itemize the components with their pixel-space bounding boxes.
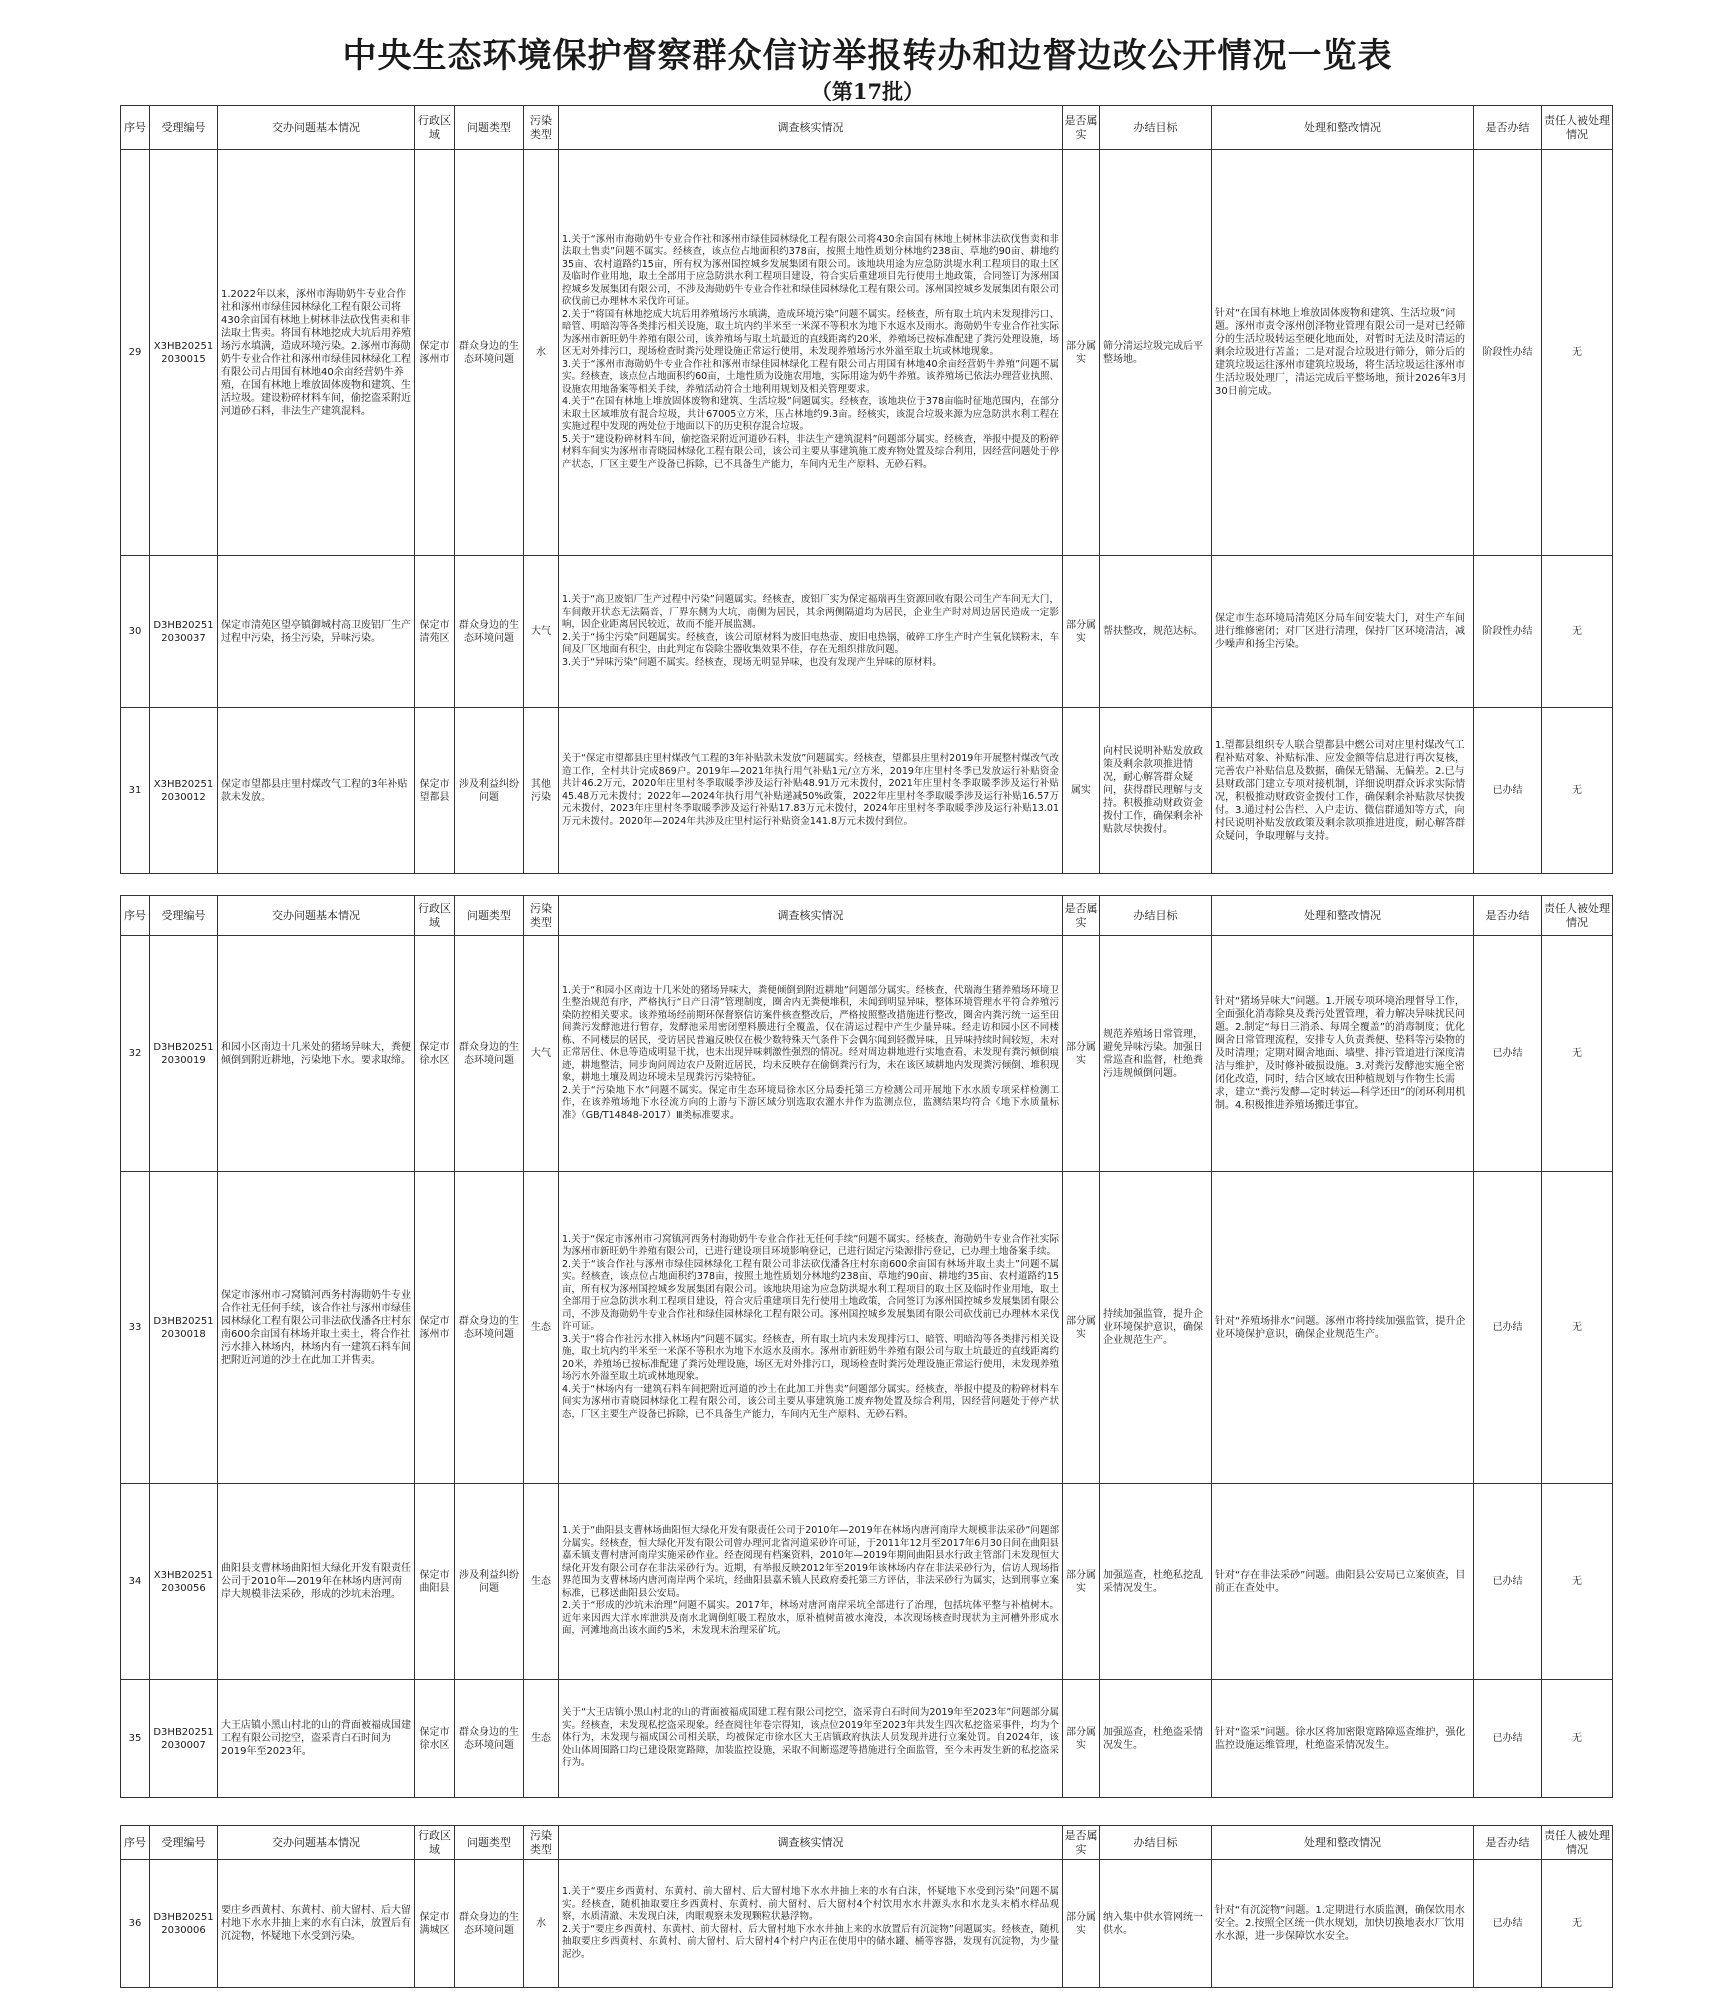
header-type: 问题类型 — [455, 106, 524, 150]
detail-paragraph: 2.关于“该合作社与涿州市绿佳园林绿化工程有限公司非法砍伐潘各庄村东南600余亩国有林场并取土卖土”问题不属实。经核查，该点位占地面积约378亩，按照土地性质划分林地约238亩、草地约90亩、耕地约35亩、农村道路约15亩，所有权为涿州国控城乡发展集团有限公司。该地块用途为应急防洪堤水利工程项目的取土区及临时作业用地，取土全部用于应急防洪水利工程项目建设，符合灾后重建项目先行使用土地政策，合同签订为涿州国控城乡发展集团有限公司，不涉及海勋奶牛专业合作社和绿佳园林绿化工程有限公司。涿州国控城乡发展集团有限公司砍伐前已办理林木采伐许可证。 — [562, 1258, 1059, 1333]
row-type: 群众身边的生态环境问题 — [455, 556, 524, 708]
detail-paragraph: 1.关于“高卫废铝厂生产过程中污染”问题属实。经核查，废铝厂实为保定福瑞再生资源回收有限公司生产车间无大门，车间敞开状态无法隔音，厂界东侧为大坑，南侧为居民，其余两侧隔道均为居民，企业生产时对周边居民造成一定影响，因企业距离居民较近，故而不能开展监测。 — [562, 594, 1059, 630]
row-verified: 部分属实 — [1063, 556, 1100, 708]
detail-paragraph: 2.关于“形成的沙坑未治理”问题不属实。2017年，林场对唐河南岸采坑全部进行了治理，包括坑体平整与补植树木。近年来因西大洋水库泄洪及南水北调倒虹吸工程放水，原补植树苗被水淹没，本次现场核查时现状为主河槽外形成水面，河滩地高出该水面约5米，未发现未治理采矿坑。 — [562, 1600, 1059, 1637]
row-pollution: 其他污染 — [524, 708, 559, 874]
row-region: 保定市涿州市 — [415, 150, 455, 556]
row-detail — [559, 1680, 1063, 1798]
row-closed: 已办结 — [1474, 708, 1542, 874]
row-code: X3HB20251 2030015 — [150, 150, 218, 556]
row-handling: 针对“有沉淀物”问题。1.定期进行水质监测，确保饮用水安全。2.按照全区统一供水规划，加快切换地表水厂饮用水水源，进一步保障饮水安全。 — [1212, 1860, 1474, 1988]
detail-paragraph: 关于“大王店镇小黑山村北的山的背面被福成国建工程有限公司挖空，盗采青白石时间为2019年至2023年”问题部分属实。经核查，未发现私挖盗采现象。经查阅往年卷宗得知，该点位2019年至2023年共发生四次私挖盗采事件，均为个体行为，未发现与福成国公司相关联，均被保定市徐水区大王店镇政府执法人员发现并进行立案处罚。自2024年，该处山体周围路口均已建设限宽路障，加装监控设施，采取不间断巡逻等措施进行全面监管，至今未再发生新的私挖盗采行为。 — [562, 1707, 1059, 1769]
row-type: 群众身边的生态环境问题 — [455, 1680, 524, 1798]
header-row — [121, 106, 1613, 150]
row-punish: 无 — [1542, 1484, 1613, 1680]
row-detail — [559, 1484, 1063, 1680]
detail-paragraph: 2.关于“扬尘污染”问题属实。经核查，该公司原材料为废旧电热壶、废旧电热锅，破碎工序生产时产生氧化镁粉末，车间及厂区地面有积尘，由此判定布袋除尘器收集效果不佳，存在无组织排放问题。 — [562, 631, 1059, 655]
detail-paragraph: 1.关于“涿州市海勋奶牛专业合作社和涿州市绿佳园林绿化工程有限公司将430余亩国有林地上树林非法砍伐售卖和非法取土售卖”问题不属实。经核查，该点位占地面积约378亩，按照土地性质划分林地约238亩、草地约90亩、耕地约35亩、农村道路约15亩，所有权为涿州国控城乡发展集团有限公司。该地块用途为应急防洪堤水利工程项目的取土区及临时作业用地，取土全部用于应急防洪水利工程项目建设，符合实后重建项目先行使用土地政策，合同签订为涿州国控城乡发展集团有限公司，不涉及海勋奶牛专业合作社和绿佳园林绿化工程有限公司。涿州国控城乡发展集团有限公司砍伐前已办理林木采伐许可证。 — [562, 233, 1059, 308]
row-punish: 无 — [1542, 936, 1613, 1172]
header-closed: 是否办结 — [1474, 896, 1542, 936]
row-code: D3HB20251 2030018 — [150, 1172, 218, 1484]
row-goal: 加强巡查，杜绝私挖乱采情况发生。 — [1100, 1484, 1212, 1680]
row-issue: 保定市涿州市刁窝镇河西务村海勋奶牛专业合作社无任何手续，该合作社与涿州市绿佳园林绿化工程有限公司非法砍伐潘各庄村东南600余亩国有林场并取土卖土，将合作社污水排入林场内，林场内有一建筑石料车间把附近河道的沙土在此加工并售卖。 — [218, 1172, 415, 1484]
row-pollution: 水 — [524, 1860, 559, 1988]
row-detail — [559, 150, 1063, 556]
row-goal: 纳入集中供水管网统一供水。 — [1100, 1860, 1212, 1988]
row-handling: 针对“存在非法采砂”问题。曲阳县公安局已立案侦查，目前正在查处中。 — [1212, 1484, 1474, 1680]
row-goal: 帮扶整改，规范达标。 — [1100, 556, 1212, 708]
row-no: 29 — [121, 150, 150, 556]
row-region: 保定市清苑区 — [415, 556, 455, 708]
header-verified: 是否属实 — [1063, 1826, 1100, 1860]
detail-paragraph: 关于“保定市望都县庄里村煤改气工程的3年补贴款未发放”问题属实。经核查，望都县庄里村2019年开展整村煤改气改造工作，全村共计完成869户。2019年—2021年执行用气补贴1元/立方米，2019年庄里村冬季已发放运行补贴资金共计46.2万元，2020年庄里村冬季取暖季涉及运行补贴48.91万元未拨付，2021年庄里村冬季取暖季涉及运行补贴45.48万元未拨付；2022年—2024年执行用气补贴递减50%政策，2022年庄里村冬季取暖季涉及运行补贴16.57万元未拨付，2023年庄里村冬季取暖季涉及运行补贴17.83万元未拨付，2024年庄里村冬季取暖季涉及运行补贴13.01万元未拨付。2020年—2024年共涉及庄里村运行补贴资金141.8万元未拨付到位。 — [562, 753, 1059, 827]
row-code: D3HB20251 2030019 — [150, 936, 218, 1172]
row-verified: 部分属实 — [1063, 936, 1100, 1172]
row-issue: 大王店镇小黑山村北的山的背面被福成国建工程有限公司挖空，盗采青白石时间为2019年至2023年。 — [218, 1680, 415, 1798]
row-verified: 部分属实 — [1063, 150, 1100, 556]
row-issue: 保定市清苑区望亭镇御城村高卫废铝厂生产过程中污染，扬尘污染，异味污染。 — [218, 556, 415, 708]
row-code: X3HB20251 2030056 — [150, 1484, 218, 1680]
header-punish: 责任人被处理情况 — [1542, 896, 1613, 936]
row-region: 保定市徐水区 — [415, 1680, 455, 1798]
table-row — [121, 556, 1613, 708]
row-no: 31 — [121, 708, 150, 874]
table-row — [121, 936, 1613, 1172]
header-punish: 责任人被处理情况 — [1542, 106, 1613, 150]
row-pollution: 生态 — [524, 1172, 559, 1484]
detail-paragraph: 2.关于“将国有林地挖成大坑后用养殖场污水填满，造成环境污染”问题不属实。经核查，所有取土坑内未发现排污口、暗管、明暗沟等各类排污相关设施，取土坑内约半米至一米深不等积水为地下水返水及雨水。海勋奶牛专业合作社实际为涿州市新旺奶牛养殖有限公司，该养殖场与取土坑最近的直线距离约20米，养殖场已按标准配建了粪污处理设施，场区无对外排污口，现场检查时粪污处理设施正常运行使用，未发现养殖场污水外溢至取土坑或林地现象。 — [562, 308, 1059, 358]
row-handling: 针对“盗采”问题。徐水区将加密限宽路障巡查维护，强化监控设施运维管理，杜绝盗采情况发生。 — [1212, 1680, 1474, 1798]
batch-label: （第17批） — [810, 79, 925, 104]
detail-paragraph: 1.关于“和园小区南边十几米处的猪场异味大，粪便倾倒到附近耕地”问题部分属实。经核查，代瑞海生猪养殖场环境卫生整治规范有序，严格执行“日产日清”管理制度，圈舍内无粪便堆积，未闻到明显异味，整体环境管理水平符合养殖污染防控相关要求。该养殖场经前期环保督察信访案件核查整改后，严格按照整改措施进行整改，圈舍内粪污统一运至田间粪污发酵池进行暂存，发酵池采用密闭塑料膜进行全覆盖，仅在清运过程中产生少量异味。经走访和园小区不同楼栋、不同楼层的居民，受访居民普遍反映仅在极少数特殊天气条件下会偶尔闻到轻微异味，且异味持续时间较短，未对正常居住、休息等造成明显干扰，也未出现异味刺激性强烈的情况。经对周边耕地进行实地查看，未发现有粪污倾倒痕迹，耕地整洁，同步询问周边农户及附近居民，均未反映存在偷倒粪污行为，未在该区域耕地内发现粪污倾倒、堆积现象，耕地土壤及周边环境未呈现粪污污染特征。 — [562, 984, 1059, 1084]
header-handling: 处理和整改情况 — [1212, 896, 1474, 936]
row-verified: 部分属实 — [1063, 1484, 1100, 1680]
header-verified: 是否属实 — [1063, 106, 1100, 150]
row-handling: 1.望都县组织专人联合望都县中燃公司对庄里村煤改气工程补贴对象、补贴标准、应发金额等信息进行再次复核，完善农户补贴信息及数据，确保无错漏、无偏差。2.已与县财政部门建立专项对接机制，详细说明群众诉求实际情况，积极推动财政资金拨付工作，确保剩余补贴款尽快拨付。3.通过村公告栏、入户走访、微信群通知等方式，向村民说明补贴发放政策及剩余款项推进进度，耐心解答群众疑问，争取理解与支持。 — [1212, 708, 1474, 874]
detail-paragraph: 4.关于“林场内有一建筑石料车间把附近河道的沙土在此加工并售卖”问题部分属实。经核查，举报中提及的粉碎材料车间实为涿州市青晓园林绿化工程有限公司，该公司主要从事建筑施工废弃物处置及综合利用，因经营问题处于停产状态，厂区主要生产设备已拆除，已不具备生产能力，车间内无生产原料、无砂石料。 — [562, 1383, 1059, 1420]
row-code: X3HB20251 2030012 — [150, 708, 218, 874]
header-no: 序号 — [121, 896, 150, 936]
header-punish: 责任人被处理情况 — [1542, 1826, 1613, 1860]
row-no: 32 — [121, 936, 150, 1172]
row-punish: 无 — [1542, 1172, 1613, 1484]
row-closed: 阶段性办结 — [1474, 556, 1542, 708]
row-no: 33 — [121, 1172, 150, 1484]
row-goal: 加强巡查，杜绝盗采情况发生。 — [1100, 1680, 1212, 1798]
header-closed: 是否办结 — [1474, 106, 1542, 150]
row-goal: 筛分清运垃圾完成后平整场地。 — [1100, 150, 1212, 556]
detail-paragraph: 3.关于“异味污染”问题不属实。经核查，现场无明显异味，也没有发现产生异味的原材料。 — [562, 656, 942, 668]
table-row — [121, 1484, 1613, 1680]
table-row — [121, 1680, 1613, 1798]
detail-paragraph: 3.关于“涿州市海勋奶牛专业合作社和涿州市绿佳园林绿化工程有限公司占用国有林地40余亩经营奶牛养殖”问题不属实。经核查，该点位占地面积约60亩，土地性质为设施农用地，实际用途为奶牛养殖。该养殖场已依法办理营业执照、设施农用地备案等相关手续，养殖活动符合土地利用规划及相关管理要求。 — [562, 358, 1059, 395]
header-detail: 调查核实情况 — [559, 106, 1063, 150]
row-issue: 和园小区南边十几米处的猪场异味大，粪便倾倒到附近耕地，污染地下水。要求取缔。 — [218, 936, 415, 1172]
header-detail: 调查核实情况 — [559, 896, 1063, 936]
row-closed: 已办结 — [1474, 936, 1542, 1172]
header-region: 行政区域 — [415, 106, 455, 150]
row-no: 36 — [121, 1860, 150, 1988]
row-pollution: 大气 — [524, 556, 559, 708]
header-handling: 处理和整改情况 — [1212, 1826, 1474, 1860]
detail-paragraph: 1.关于“曲阳县支曹林场曲阳恒大绿化开发有限责任公司于2010年—2019年在林场内唐河南岸大规模非法采砂”问题部分属实。经核查，恒大绿化开发有限公司曾办理河北省河道采砂许可证，于2011年12月至2017年6月30日间在曲阳县嘉禾镇支曹村唐河南岸实施采砂作业。经查阅现有档案资料，2010年—2019年期间曲阳县水行政主管部门未发现恒大绿化开发有限公司存在非法采砂行为。近期，有举报反映2012年至2019年该林场内存在非法采砂行为，信访人现场指界范围为支曹林场内唐河南岸两个采坑，经曲阳县嘉禾镇人民政府委托第三方评估，非法采砂行为属实，达到刑事立案标准，已移送曲阳县公安局。 — [562, 1525, 1059, 1599]
row-no: 30 — [121, 556, 150, 708]
row-detail — [559, 556, 1063, 708]
header-goal: 办结目标 — [1100, 896, 1212, 936]
detail-paragraph: 5.关于“建设粉碎材料车间，偷挖盗采附近河道砂石料，非法生产建筑混料”问题部分属实。经核查，举报中提及的粉碎材料车间实为涿州市青晓园林绿化工程有限公司，该公司主要从事建筑施工废弃物处置及综合利用，因经营问题处于停产状态，厂区主要生产设备已拆除，已不具备生产能力，车间内无生产原料、无砂石料。 — [562, 433, 1059, 470]
row-issue: 保定市望都县庄里村煤改气工程的3年补贴款未发放。 — [218, 708, 415, 874]
header-no: 序号 — [121, 1826, 150, 1860]
sheet-3 — [120, 1825, 1613, 1988]
table-row — [121, 1860, 1613, 1988]
header-code: 受理编号 — [150, 106, 218, 150]
row-issue: 1.2022年以来，涿州市海勋奶牛专业合作社和涿州市绿佳园林绿化工程有限公司将430余亩国有林地上树林非法砍伐售卖和非法取土售卖。将国有林地挖成大坑后用养殖场污水填满，造成环境污染。2.涿州市海勋奶牛专业合作社和涿州市绿佳园林绿化工程有限公司占用国有林地40余亩经营奶牛养殖，在国有林地上堆放固体废物和建筑、生活垃圾。建设粉碎材料车间，偷挖盗采附近河道砂石料，非法生产建筑混料。 — [218, 150, 415, 556]
header-issue: 交办问题基本情况 — [218, 106, 415, 150]
row-pollution: 大气 — [524, 936, 559, 1172]
header-goal: 办结目标 — [1100, 1826, 1212, 1860]
header-pollution: 污染类型 — [524, 1826, 559, 1860]
header-goal: 办结目标 — [1100, 106, 1212, 150]
detail-paragraph: 2.关于“污染地下水”问题不属实。保定市生态环境局徐水区分局委托第三方检测公司开展地下水水质专项采样检测工作，在该养殖场地下水径流方向的上游与下游区域分别选取农灌水井作为监测点位，监测结果均符合《地下水质量标准》（GB/T14848-2017）Ⅲ类标准要求。 — [562, 1084, 1059, 1121]
row-punish: 无 — [1542, 1680, 1613, 1798]
row-detail — [559, 936, 1063, 1172]
row-type: 涉及利益纠纷问题 — [455, 708, 524, 874]
header-detail: 调查核实情况 — [559, 1826, 1063, 1860]
row-region: 保定市涿州市 — [415, 1172, 455, 1484]
row-region: 保定市徐水区 — [415, 936, 455, 1172]
table-row — [121, 708, 1613, 874]
row-region: 保定市望都县 — [415, 708, 455, 874]
row-goal: 向村民说明补贴发放政策及剩余款项推进情况，耐心解答群众疑问，获得群民理解与支持。积极推动财政资金拨付工作，确保剩余补贴款尽快拨付。 — [1100, 708, 1212, 874]
header-handling: 处理和整改情况 — [1212, 106, 1474, 150]
page-title: 中央生态环境保护督察群众信访举报转办和边督边改公开情况一览表 — [342, 36, 1393, 76]
row-code: D3HB20251 2030007 — [150, 1680, 218, 1798]
row-handling: 针对“养殖场排水”问题。涿州市将持续加强监管，提升企业环境保护意识，确保企业规范生产。 — [1212, 1172, 1474, 1484]
row-closed: 已办结 — [1474, 1680, 1542, 1798]
row-punish: 无 — [1542, 708, 1613, 874]
row-type: 涉及利益纠纷问题 — [455, 1484, 524, 1680]
table-row — [121, 150, 1613, 556]
header-no: 序号 — [121, 106, 150, 150]
row-verified: 部分属实 — [1063, 1860, 1100, 1988]
header-region: 行政区域 — [415, 1826, 455, 1860]
row-goal: 持续加强监管，提升企业环境保护意识，确保企业规范生产。 — [1100, 1172, 1212, 1484]
header-issue: 交办问题基本情况 — [218, 1826, 415, 1860]
sheet-1 — [120, 105, 1613, 874]
header-row — [121, 896, 1613, 936]
row-issue: 要庄乡西黄村、东黄村、前大留村、后大留村地下水水井抽上来的水有白沫，放置后有沉淀物，怀疑地下水受到污染。 — [218, 1860, 415, 1988]
row-verified: 部分属实 — [1063, 1172, 1100, 1484]
header-code: 受理编号 — [150, 1826, 218, 1860]
header-region: 行政区域 — [415, 896, 455, 936]
detail-paragraph: 2.关于“要庄乡西黄村、东黄村、前大留村、后大留村地下水水井抽上来的水放置后有沉淀物”问题属实。经核查，随机抽取要庄乡西黄村、东黄村、前大留村、后大留村4个村户内正在使用中的储水罐、桶等容器，发现有沉淀物，为少量泥沙。 — [562, 1923, 1059, 1960]
row-pollution: 生态 — [524, 1484, 559, 1680]
sheet-2 — [120, 895, 1613, 1798]
row-type: 群众身边的生态环境问题 — [455, 1172, 524, 1484]
row-detail — [559, 708, 1063, 874]
header-issue: 交办问题基本情况 — [218, 896, 415, 936]
row-detail — [559, 1172, 1063, 1484]
row-closed: 已办结 — [1474, 1172, 1542, 1484]
row-code: D3HB20251 2030037 — [150, 556, 218, 708]
detail-paragraph: 1.关于“保定市涿州市刁窝镇河西务村海勋奶牛专业合作社无任何手续”问题不属实。经核查，海勋奶牛专业合作社实际为涿州市新旺奶牛养殖有限公司，已进行建设项目环境影响登记，已进行固定污染源排污登记，已办理土地备案手续。 — [562, 1233, 1059, 1258]
row-punish: 无 — [1542, 556, 1613, 708]
row-pollution: 水 — [524, 150, 559, 556]
header-code: 受理编号 — [150, 896, 218, 936]
row-punish: 无 — [1542, 150, 1613, 556]
row-pollution: 生态 — [524, 1680, 559, 1798]
header-type: 问题类型 — [455, 1826, 524, 1860]
row-handling: 针对“猪场异味大”问题。1.开展专项环境治理督导工作，全面强化消毒除臭及粪污处置管理，着力解决异味扰民问题。2.制定“每日三消杀、每周全覆盖”的消毒制度；优化圈舍日常管理流程，安排专人负责粪便、垫料等污染物的及时清理；定期对圈舍地面、墙壁、排污管道进行深度清洁与维护，及时修补破损设施。3.对粪污发酵池实施全密闭化改造，同时，结合区域农田种植规划与作物生长需求，建立“粪污发酵—定时转运—科学还田”的闭环利用机制。4.积极推进养殖场搬迁事宜。 — [1212, 936, 1474, 1172]
row-no: 34 — [121, 1484, 150, 1680]
detail-paragraph: 1.关于“要庄乡西黄村、东黄村、前大留村、后大留村地下水水井抽上来的水有白沫，怀疑地下水受到污染”问题不属实。经核查，随机抽取要庄乡西黄村、东黄村、前大留村、后大留村4个村饮用水水井源头水和水龙头末梢水样品观察，水质清澈、未发现白沫，肉眼观察未发现颗粒状悬浮物。 — [562, 1886, 1059, 1922]
header-row — [121, 1826, 1613, 1860]
header-pollution: 污染类型 — [524, 106, 559, 150]
row-issue: 曲阳县支曹林场曲阳恒大绿化开发有限责任公司于2010年—2019年在林场内唐河南岸大规模非法采砂，形成的沙坑未治理。 — [218, 1484, 415, 1680]
row-closed: 已办结 — [1474, 1484, 1542, 1680]
row-type: 群众身边的生态环境问题 — [455, 936, 524, 1172]
row-closed: 已办结 — [1474, 1860, 1542, 1988]
header-closed: 是否办结 — [1474, 1826, 1542, 1860]
row-region: 保定市曲阳县 — [415, 1484, 455, 1680]
row-handling: 针对“在国有林地上堆放固体废物和建筑、生活垃圾”问题。涿州市责令涿州创泽物业管理有限公司一是对已经筛分的生活垃圾转运至硬化地面处，对暂时无法及时清运的剩余垃圾进行苫盖；二是对混合垃圾进行筛分，筛分后的建筑垃圾运往涿州市建筑垃圾场，将生活垃圾运往涿州市生活垃圾处理厂，清运完成后平整场地，预计2026年3月30日前完成。 — [1212, 150, 1474, 556]
header-pollution: 污染类型 — [524, 896, 559, 936]
table-row — [121, 1172, 1613, 1484]
row-punish: 无 — [1542, 1860, 1613, 1988]
row-type: 群众身边的生态环境问题 — [455, 150, 524, 556]
header-type: 问题类型 — [455, 896, 524, 936]
row-verified: 属实 — [1063, 708, 1100, 874]
row-closed: 阶段性办结 — [1474, 150, 1542, 556]
row-type: 群众身边的生态环境问题 — [455, 1860, 524, 1988]
row-handling: 保定市生态环境局清苑区分局车间安装大门，对生产车间进行维修密闭；对厂区进行清理，保持厂区环境清洁，减少噪声和扬尘污染。 — [1212, 556, 1474, 708]
detail-paragraph: 4.关于“在国有林地上堆放固体废物和建筑、生活垃圾”问题属实。经核查，该地块位于378亩临时征地范围内，在部分未取土区域堆放有混合垃圾，共计67005立方米，压占林地约9.3亩。经核实，该混合垃圾来源为应急防洪水利工程在实施过程中发现的两处位于地面以下的历史积存混合垃圾。 — [562, 396, 1059, 433]
row-region: 保定市满城区 — [415, 1860, 455, 1988]
detail-paragraph: 3.关于“将合作社污水排入林场内”问题不属实。经核查，所有取土坑内未发现排污口、暗管、明暗沟等各类排污相关设施，取土坑内约半米至一米深不等积水为地下水返水及雨水。涿州市新旺奶牛养殖有限公司与取土坑最近的直线距离约20米，养殖场已按标准配建了粪污处理设施，场区无对外排污口，现场检查时粪污处理设施正常运行使用，未发现养殖场污水外溢至取土坑或林地现象。 — [562, 1333, 1059, 1383]
row-code: D3HB20251 2030006 — [150, 1860, 218, 1988]
header-verified: 是否属实 — [1063, 896, 1100, 936]
row-no: 35 — [121, 1680, 150, 1798]
row-verified: 部分属实 — [1063, 1680, 1100, 1798]
row-detail — [559, 1860, 1063, 1988]
row-goal: 规范养殖场日常管理，避免异味污染。加强日常巡查和监督，杜绝粪污违规倾倒问题。 — [1100, 936, 1212, 1172]
